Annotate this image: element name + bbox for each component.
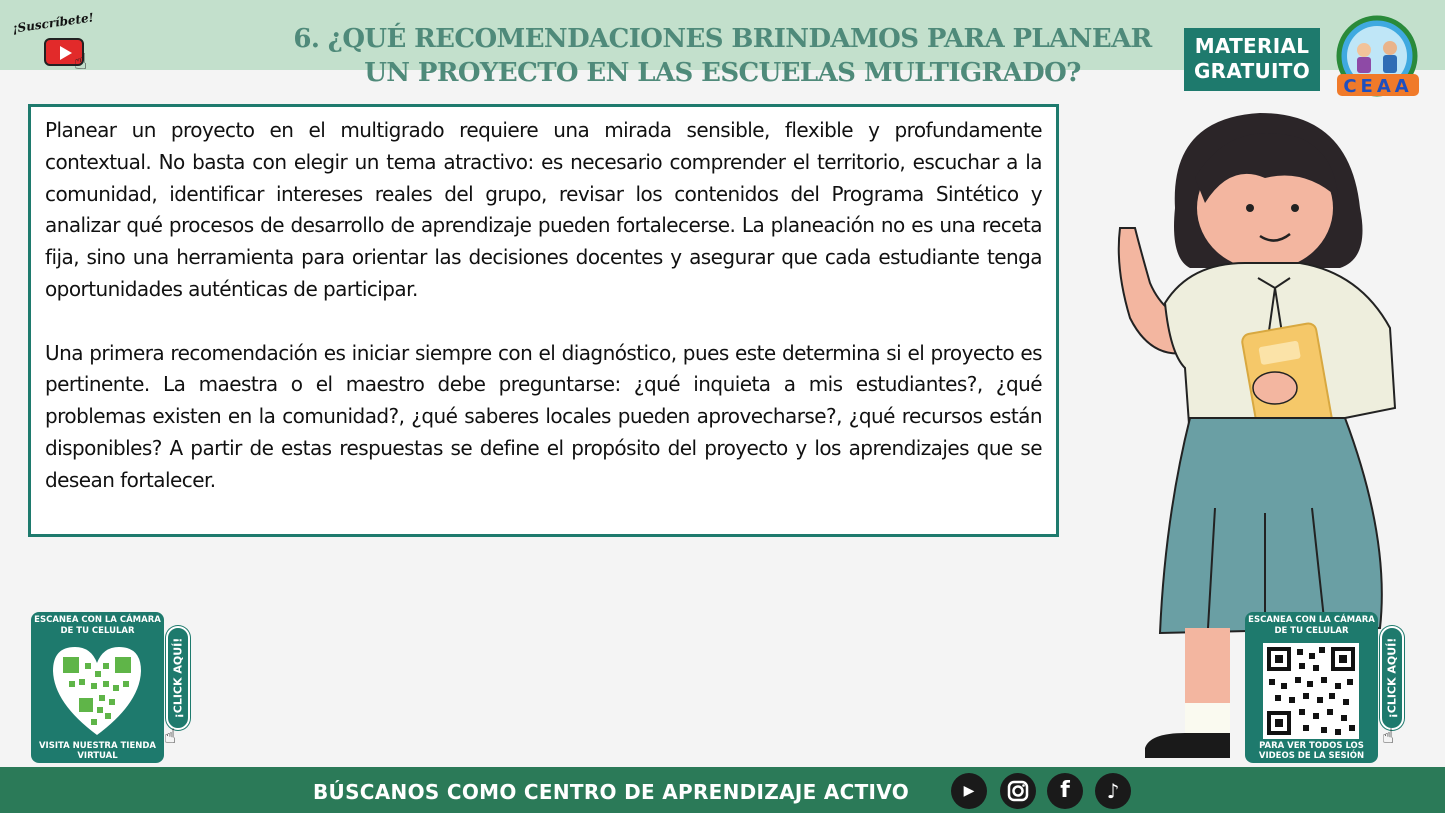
pointer-hand-icon-right: ☝ <box>1382 724 1395 748</box>
pointer-hand-icon-left: ☝ <box>164 724 177 748</box>
page-title <box>235 22 1210 90</box>
store-qr-card[interactable] <box>31 612 164 763</box>
qr-left-bottom-text: VISITA NUESTRA TIENDA VIRTUAL <box>38 741 157 761</box>
subscribe-button[interactable] <box>10 10 105 75</box>
badge-line-2: GRATUITO <box>1193 59 1311 83</box>
paragraph-2: Una primera recomendación es iniciar siempre con el diagnóstico, pues este determina si el proyecto es pertinente. La maestra o el maestro debe preguntarse: ¿qué inquieta a mis estudiantes?, ¿qué problemas existen en la comunidad?, ¿qué saberes locales pueden aprovecharse?, ¿qué recursos están disponibles? A partir de estas respuestas se define el propósito del proyecto y los aprendizajes que se desean fortalecer. <box>45 340 1042 492</box>
free-material-badge <box>1184 28 1320 91</box>
paragraph-1: Planear un proyecto en el multigrado requiere una mirada sensible, flexible y profundamente contextual. No basta con elegir un tema atractivo: es necesario comprender el territorio, escuchar a la comunidad, identificar intereses reales del grupo, revisar los contenidos del Programa Sintético y analizar qué procesos de desarrollo de aprendizaje pueden fortalecerse. La planeación no es una receta fija, sino una herramienta para orientar las decisiones docentes y asegurar que cada estudiante tenga oportunidades auténticas de participar. <box>45 118 1042 301</box>
heart-qr-code <box>49 643 145 739</box>
qr-left-top-text: ESCANEA CON LA CÁMARA DE TU CELULAR <box>34 615 161 636</box>
facebook-icon[interactable]: f <box>1047 773 1083 809</box>
tiktok-icon[interactable]: ♪ <box>1095 773 1131 809</box>
click-here-right-label: ¡CLICK AQUÍ! <box>1385 637 1399 719</box>
subscribe-label: ¡Suscríbete! <box>11 10 95 36</box>
videos-qr-card[interactable] <box>1245 612 1378 763</box>
title-line-2: UN PROYECTO EN LAS ESCUELAS MULTIGRADO? <box>364 58 1081 88</box>
qr-right-top-text: ESCANEA CON LA CÁMARA DE TU CELULAR <box>1248 615 1375 636</box>
videos-qr-code <box>1263 643 1359 739</box>
content-box <box>28 104 1059 537</box>
click-here-left-label: ¡CLICK AQUÍ! <box>171 637 185 719</box>
title-line-1: 6. ¿QUÉ RECOMENDACIONES BRINDAMOS PARA PLANEAR <box>293 24 1152 54</box>
logo-text: CEAA <box>1343 76 1413 97</box>
pointer-hand-icon: ☝ <box>74 50 88 75</box>
youtube-icon[interactable]: ▶ <box>951 773 987 809</box>
click-here-left-button[interactable] <box>166 626 190 730</box>
click-here-right-button[interactable] <box>1380 626 1404 730</box>
ceaa-logo <box>1334 14 1424 100</box>
qr-right-bottom-text: PARA VER TODOS LOS VIDEOS DE LA SESIÓN <box>1258 741 1365 761</box>
instagram-icon[interactable] <box>1000 773 1036 809</box>
badge-line-1: MATERIAL <box>1194 34 1310 58</box>
footer-text: BÚSCANOS COMO CENTRO DE APRENDIZAJE ACTIVO <box>313 780 910 804</box>
